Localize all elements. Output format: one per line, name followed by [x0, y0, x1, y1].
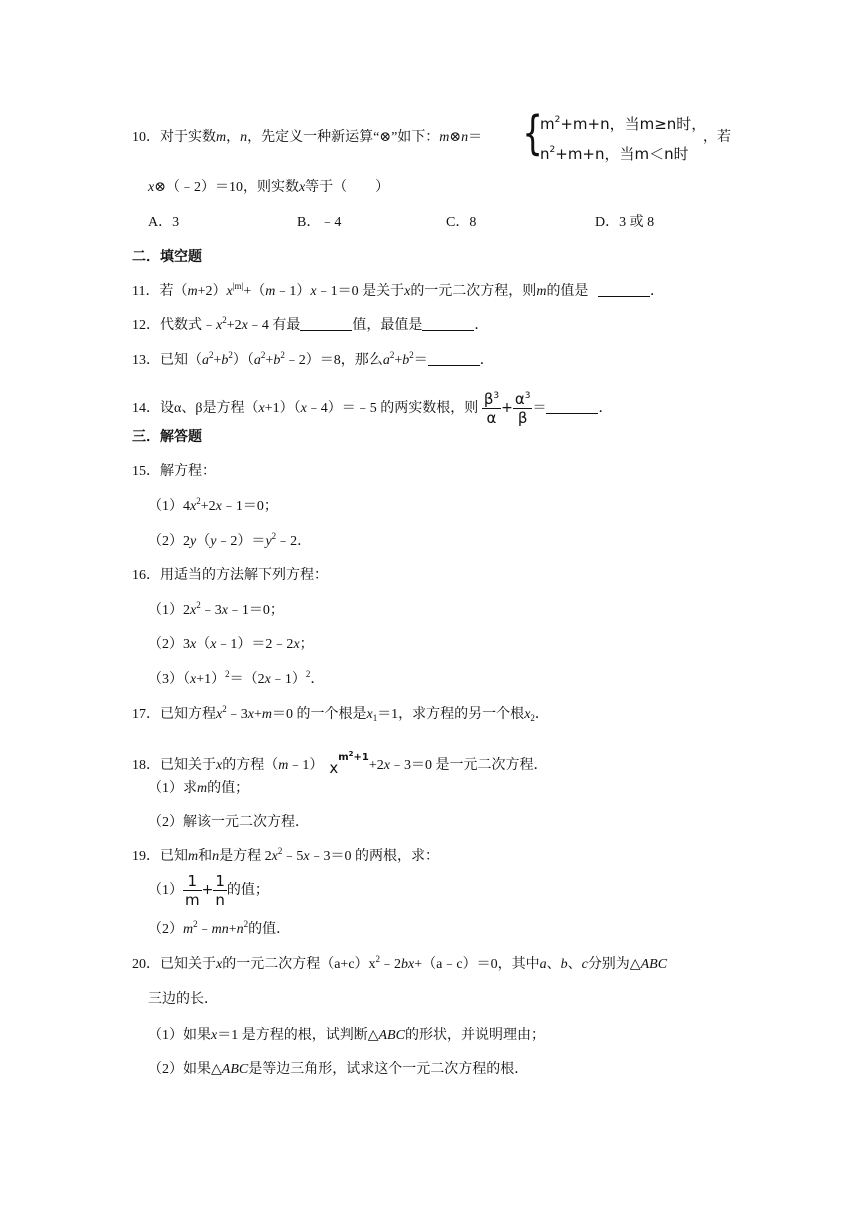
q20-line2: 三边的长．: [148, 992, 218, 1007]
q20-part-2: （2）如果△ABC是等边三角形，试求这个一元二次方程的根．: [148, 1062, 529, 1077]
q20: 20．已知关于x的一元二次方程$(a+c)x^2﹣2bx+(a﹣c)=0$，其中a、b、c分别为△ABC: [132, 954, 668, 972]
q19-part-2: $(2)m^2﹣mn+n^2$的值．: [148, 919, 291, 937]
q14-answer-blank: [546, 399, 598, 414]
q10-brace: {: [522, 106, 543, 160]
q10-choice-b: B．﹣4: [297, 215, 342, 230]
q11: 11．若$(m+2)x^{|m|}+(m﹣1)x﹣1=0$ 是关于x的一元二次方程，则m的值是 ．: [132, 281, 664, 299]
q10-ruo: ，若: [703, 130, 731, 145]
q19: 19．已知m和n是方程 $2x^2﹣5x﹣3=0$ 的两根，求：: [132, 846, 440, 864]
q10-case-1: $m^2+m+n$，当m≥n时，: [540, 115, 707, 133]
q11-answer-blank: [598, 282, 650, 297]
q19-fraction-1-over-m: $\frac{1}{m}$: [185, 872, 200, 910]
section-fill-in-heading: 二．填空题: [132, 249, 202, 265]
q18-part-2: （2）解该一元二次方程．: [148, 815, 309, 830]
q14-fraction-alpha3-over-beta: $\frac{\alpha^3}{\beta}$: [514, 390, 531, 428]
q12-blank-2: [422, 316, 474, 331]
q19-part-1: （1） $\frac{1}{m}$ + $\frac{1}{n}$ 的值；: [148, 872, 269, 910]
q18-part-1: （1）求m的值；: [148, 781, 250, 796]
q16-title: 16．用适当的方法解下列方程：: [132, 568, 328, 583]
section-solution-heading: 三．解答题: [132, 429, 202, 445]
q15-title: 15．解方程：: [132, 464, 216, 479]
q15-part-2: $(2)2y(y﹣2)=y^2﹣2$．: [148, 531, 312, 549]
q17: 17．已知方程$x^2﹣3x+m=0$ 的一个根是$x_1=1$，求方程的另一个根$x_2$．: [132, 704, 549, 723]
q20-part-1: （1）如果x＝1 是方程的根，试判断△ABC的形状，并说明理由；: [148, 1028, 545, 1043]
q15-part-1: $(1)4x^2+2x﹣1=0$；: [148, 496, 278, 514]
q13: 13．已知$(a^2+b^2)(a^2+b^2﹣2)=8$，那么$a^2+b^2=$ ．: [132, 350, 494, 368]
q10-choice-d: D．3 或 8: [595, 215, 655, 230]
q14-fraction-beta3-over-alpha: $\frac{\beta^3}{\alpha}$: [483, 390, 500, 428]
q10-number: 10．: [132, 130, 160, 145]
q19-fraction-1-over-n: $\frac{1}{n}$: [215, 872, 225, 910]
q12: 12．代数式$﹣x^2+2x﹣4$ 有最 值，最值是 ．: [132, 315, 489, 333]
q18: 18．已知关于x的方程（m﹣1） $x^{m^2+1}+2x﹣3=0$ 是一元二次方程．: [132, 750, 548, 777]
q16-part-1: $(1)2x^2﹣3x﹣1=0$；: [148, 600, 284, 618]
q16-part-3: $(3)(x+1)^2=(2x﹣1)^2$．: [148, 669, 325, 687]
q14: 14．设α、β是方程（x+1）（x﹣4）＝﹣5 的两实数根，则 $\frac{\beta^3}{\alpha}$ + $\frac{\alpha^3}{\beta}$ ＝ ．: [132, 390, 613, 428]
q10-choice-c: C．8: [446, 215, 477, 230]
q16-part-2: （2）3x（x﹣1）＝2﹣2x；: [148, 637, 314, 652]
q10-line2: x⊗（﹣2）＝10，则实数x等于（ ）: [148, 180, 390, 195]
q10-case-2: $n^2+m+n$，当m＜n时: [540, 145, 689, 163]
q10-choice-a: A．3: [148, 215, 180, 230]
q12-blank-1: [300, 316, 352, 331]
q13-answer-blank: [428, 351, 480, 366]
q10-line1: 10．对于实数m，n，先定义一种新运算“⊗”如下：m⊗n＝: [132, 130, 483, 145]
